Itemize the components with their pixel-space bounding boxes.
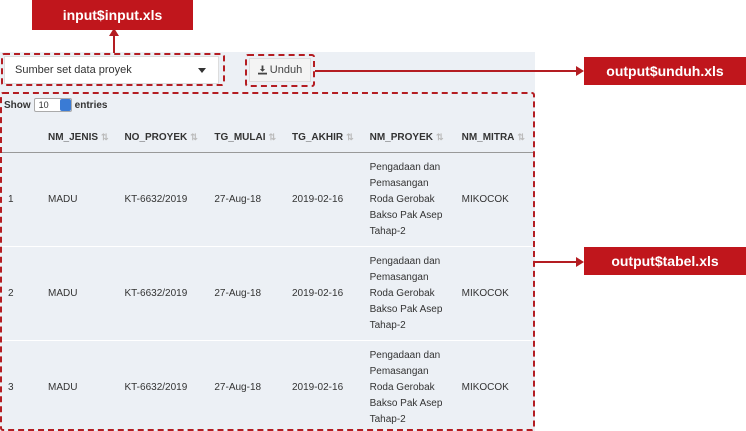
header-label: NM_PROYEK (369, 131, 433, 143)
sort-icon: ⇅ (435, 131, 444, 142)
cell-no-proyek: KT-6632/2019 (118, 153, 208, 247)
header-label: NM_JENIS (48, 131, 99, 143)
sort-icon: ⇅ (517, 131, 525, 142)
cell-no-proyek: KT-6632/2019 (118, 247, 208, 341)
entries-label: entries (74, 99, 108, 111)
header-label: TG_MULAI (214, 131, 266, 143)
header-label: TG_AKHIR (291, 131, 344, 143)
arrow-right-icon (576, 257, 584, 267)
dataset-select-value: Sumber set data proyek (15, 64, 132, 76)
cell-nm-jenis: MADU (42, 341, 118, 431)
cell-nm-mitra: MIKOCOK (456, 341, 535, 431)
input-highlight-box (1, 53, 225, 86)
cell-tg-akhir: 2019-02-16 (286, 341, 364, 431)
arrow-right-icon (576, 66, 584, 76)
cell-nm-mitra: MIKOCOK (456, 247, 535, 341)
header-label: NM_MITRA (461, 131, 515, 143)
cell-tg-mulai: 27-Aug-18 (208, 341, 286, 431)
cell-index: 3 (2, 341, 42, 431)
cell-tg-mulai: 27-Aug-18 (208, 153, 286, 247)
sort-icon: ⇅ (268, 131, 277, 142)
cell-index: 1 (2, 153, 42, 247)
unduh-annotation-label: output$unduh.xls (584, 57, 746, 85)
cell-nm-mitra: MIKOCOK (456, 153, 535, 247)
sort-icon: ⇅ (346, 131, 354, 142)
input-annotation-label: input$input.xls (32, 0, 193, 30)
unduh-highlight-box (245, 54, 315, 87)
header-label: NO_PROYEK (124, 131, 188, 143)
cell-nm-proyek: Pengadaan dan Pemasangan Roda Gerobak Bakso Pak Asep Tahap-2 (364, 341, 456, 431)
cell-nm-proyek: Pengadaan dan Pemasangan Roda Gerobak Bakso Pak Asep Tahap-2 (364, 153, 456, 247)
entries-length-value: 10 (38, 100, 49, 110)
show-label: Show (4, 99, 31, 111)
cell-no-proyek: KT-6632/2019 (118, 341, 208, 431)
cell-nm-proyek: Pengadaan dan Pemasangan Roda Gerobak Bakso Pak Asep Tahap-2 (364, 247, 456, 341)
cell-tg-mulai: 27-Aug-18 (208, 247, 286, 341)
sort-icon: ⇅ (190, 131, 198, 142)
cell-nm-jenis: MADU (42, 247, 118, 341)
cell-tg-akhir: 2019-02-16 (286, 153, 364, 247)
arrow-up-icon (109, 28, 119, 36)
unduh-connector-line (315, 70, 577, 72)
tabel-highlight-box (0, 92, 535, 431)
input-connector-line (113, 34, 115, 53)
tabel-annotation-label: output$tabel.xls (584, 247, 746, 275)
sort-icon: ⇅ (101, 131, 109, 142)
cell-nm-jenis: MADU (42, 153, 118, 247)
cell-tg-akhir: 2019-02-16 (286, 247, 364, 341)
unduh-button-label: Unduh (269, 64, 303, 76)
tabel-connector-line (535, 261, 577, 263)
cell-index: 2 (2, 247, 42, 341)
